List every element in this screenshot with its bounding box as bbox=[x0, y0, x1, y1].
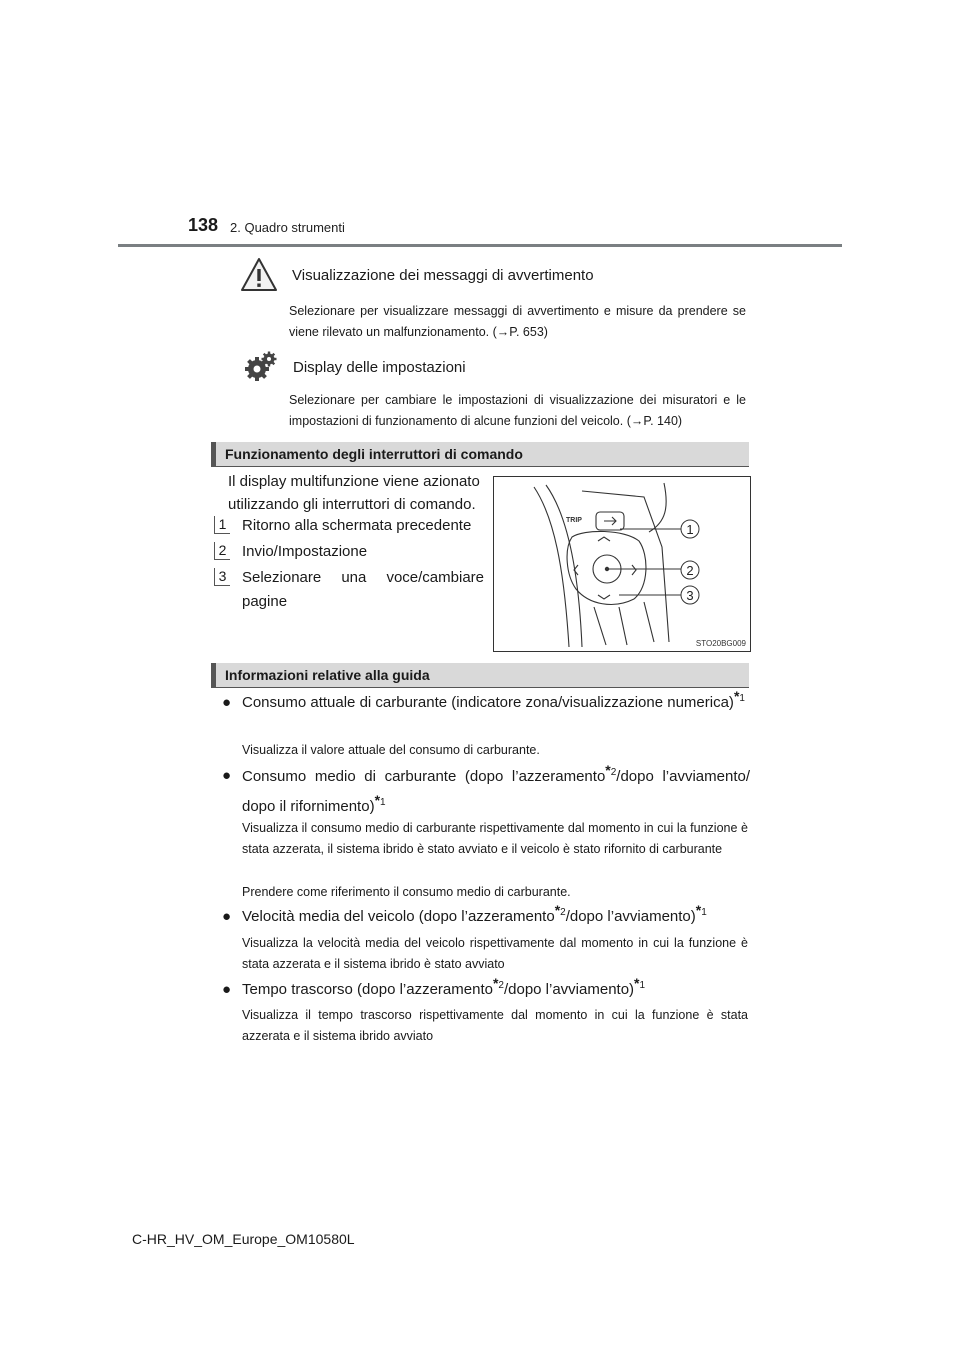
item-title: Consumo medio di carburante (dopo l’azzeramento bbox=[242, 768, 606, 785]
warning-item-text: Selezionare per visualizzare messaggi di avvertimento e misure da prendere se viene rilevato un malfunzionamento. (→P. 653) bbox=[289, 304, 746, 339]
footnote-ref: *1 bbox=[374, 792, 386, 808]
driving-info-desc-4: Visualizza il tempo trascorso rispettivamente dal momento in cui la funzione è stata azzerata e il sistema ibrido avviato bbox=[242, 1008, 748, 1043]
section-heading-driving-info: Informazioni relative alla guida bbox=[211, 663, 749, 688]
settings-item-heading bbox=[244, 350, 466, 384]
footnote-ref: *1 bbox=[634, 975, 646, 991]
control-item-text: Selezionare una voce/cambiare pagine bbox=[242, 569, 484, 610]
item-title: Tempo trascorso (dopo l’azzeramento bbox=[242, 981, 493, 998]
control-item-1 bbox=[214, 514, 484, 538]
footnote-ref: *1 bbox=[733, 688, 745, 704]
bullet-icon: ● bbox=[222, 767, 232, 784]
footnote-ref: *2 bbox=[554, 902, 566, 918]
driving-info-desc-3: Visualizza la velocità media del veicolo rispettivamente dal momento in cui la funzione è stata azzerata e il sistema ibrido è stato avviato bbox=[242, 936, 748, 971]
steering-switch-figure bbox=[493, 476, 751, 652]
chapter-title: 2. Quadro strumenti bbox=[230, 220, 345, 235]
control-item-text: Invio/Impostazione bbox=[242, 543, 368, 560]
item-title-cont: /dopo l’avviamento/ dopo il rifornimento) bbox=[242, 768, 750, 815]
item-title: Velocità media del veicolo (dopo l’azzeramento bbox=[242, 908, 555, 925]
callout-3: 3 bbox=[686, 588, 694, 603]
gears-icon bbox=[244, 350, 278, 384]
driving-info-item-3 bbox=[222, 903, 750, 931]
control-item-text: Ritorno alla schermata precedente bbox=[242, 517, 472, 534]
driving-info-item-4 bbox=[222, 976, 750, 1004]
bullet-icon: ● bbox=[222, 908, 232, 925]
driving-info-item-1 bbox=[222, 689, 750, 717]
page-number: 138 bbox=[188, 215, 219, 235]
control-item-2 bbox=[214, 540, 484, 564]
document-code: C-HR_HV_OM_Europe_OM10580L bbox=[132, 1231, 355, 1247]
item-title-cont: /dopo l’avviamento) bbox=[565, 908, 696, 925]
driving-info-desc-2: Visualizza il consumo medio di carburante rispettivamente dal momento in cui la funzione è stata azzerata, il sistema ibrido è stato avviato e il veicolo è stato rifornito di carburante bbox=[242, 821, 748, 856]
item-title: Consumo attuale di carburante (indicatore zona/visualizzazione numerica) bbox=[242, 694, 734, 711]
footnote-ref: *1 bbox=[695, 902, 707, 918]
footnote-ref: *2 bbox=[605, 762, 617, 778]
figure-code: STO20BG009 bbox=[695, 639, 746, 648]
controls-intro: Il display multifunzione viene azionato utilizzando gli interruttori di comando. bbox=[228, 473, 480, 513]
section-heading-controls: Funzionamento degli interruttori di comando bbox=[211, 442, 749, 467]
warning-item-heading bbox=[240, 257, 594, 293]
bullet-icon: ● bbox=[222, 981, 232, 998]
warning-item-title: Visualizzazione dei messaggi di avvertimento bbox=[292, 266, 594, 284]
item-number: 1 bbox=[214, 516, 230, 534]
warning-triangle-icon bbox=[240, 257, 278, 293]
trip-button-label: TRIP bbox=[566, 517, 582, 524]
driving-info-item-2 bbox=[222, 762, 750, 822]
steering-switch-illustration bbox=[494, 477, 750, 651]
settings-item-title: Display delle impostazioni bbox=[293, 358, 466, 376]
footnote-ref: *2 bbox=[492, 975, 504, 991]
control-item-3 bbox=[214, 566, 484, 614]
item-title-cont: /dopo l’avviamento) bbox=[503, 981, 635, 998]
driving-info-desc-1: Visualizza il valore attuale del consumo di carburante. bbox=[242, 743, 540, 757]
callout-2: 2 bbox=[686, 563, 694, 578]
settings-item-text: Selezionare per cambiare le impostazioni di visualizzazione dei misuratori e le impostazioni di funzionamento di alcune funzioni del veicolo. (→P. 140) bbox=[289, 393, 746, 428]
driving-info-desc-2b: Prendere come riferimento il consumo medio di carburante. bbox=[242, 885, 571, 899]
header-divider bbox=[118, 244, 842, 247]
bullet-icon: ● bbox=[222, 694, 232, 711]
item-number: 2 bbox=[214, 542, 230, 560]
callout-1: 1 bbox=[686, 522, 694, 537]
item-number: 3 bbox=[214, 568, 230, 586]
